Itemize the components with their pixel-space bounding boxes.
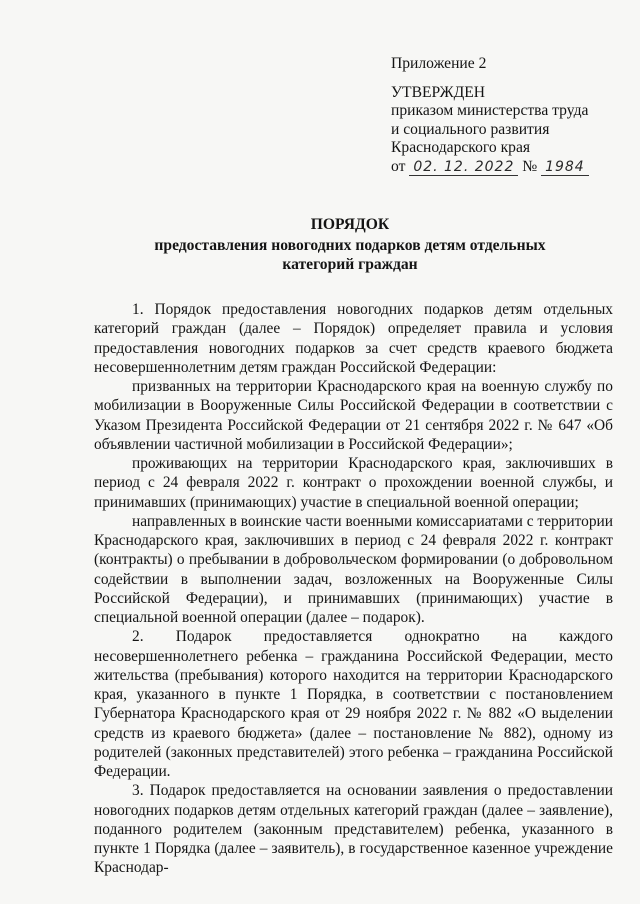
approval-block bbox=[391, 55, 621, 177]
title-main: ПОРЯДОК bbox=[310, 216, 390, 233]
title-subtitle: предоставления новогодних подарков детям отдельных категорий граждан bbox=[154, 236, 546, 273]
approved-label: УТВЕРЖДЕН bbox=[391, 83, 486, 101]
paragraph-2: призванных на территории Краснодарского края на военную службу по мобилизации в Вооруженные Силы Российской Федерации в соответствии с Указом Президента Российской Федерации от 21 сентября 2022 г. № 647 «Об объявлении частичной мобилизации в Российской Федерации»; bbox=[94, 378, 613, 453]
document-body bbox=[94, 300, 613, 878]
order-date: 02. 12. 2022 bbox=[409, 159, 518, 176]
number-sign: № bbox=[522, 157, 538, 175]
paragraph-4: направленных в воинские части военными комиссариатами с территории Краснодарского края, заключивших в период с 24 февраля 2022 г. контракт (контракты) о пребывании в добровольческом формировании (о добровольном содействии в выполнении задач, возложенных на Вооруженные Силы Российской Федерации), и принимавших (принимающих) участие в специальной военной операции (далее – подарок). bbox=[94, 512, 613, 626]
order-line-3: Краснодарского края bbox=[391, 139, 531, 157]
order-date-line bbox=[391, 158, 621, 177]
paragraph-3: проживающих на территории Краснодарского края, заключивших в период с 24 февраля 2022 г. контракт о прохождении военной службы, и принимавших (принимающих) участие в специальной военной операции; bbox=[94, 455, 613, 511]
paragraph-6: 3. Подарок предоставляется на основании заявления о предоставлении новогодних подарков детям отдельных категорий граждан (далее – заявление), поданного родителем (законным представителем) ребенка, указанного в пункте 1 Порядка (далее – заявитель), в государственное казенное учреждение Краснодар- bbox=[94, 782, 613, 877]
order-number: 1984 bbox=[541, 159, 589, 176]
paragraph-5: 2. Подарок предоставляется однократно на каждого несовершеннолетнего ребенка – гражданина Российской Федерации, место жительства (пребывания) которого находится на территории Краснодарского края, указанного в пункте 1 Порядка, в соответствии с постановлением Губернатора Краснодарского края от 29 ноября 2022 г. № 882 «О выделении средств из краевого бюджета» (далее – постановление № 882), одному из родителей (законных представителей) этого ребенка – гражданина Российской Федерации. bbox=[94, 628, 613, 780]
appendix-label: Приложение 2 bbox=[391, 55, 487, 72]
date-prefix: от bbox=[391, 157, 406, 175]
order-line-1: приказом министерства труда bbox=[391, 102, 589, 120]
document-title bbox=[130, 216, 570, 274]
order-line-2: и социального развития bbox=[391, 120, 550, 138]
paragraph-1: 1. Порядок предоставления новогодних подарков детям отдельных категорий граждан (далее – Порядок) определяет правила и условия предоставления новогодних подарков за счет средств краевого бюджета несовершеннолетним детям граждан Российской Федерации: bbox=[94, 301, 613, 376]
